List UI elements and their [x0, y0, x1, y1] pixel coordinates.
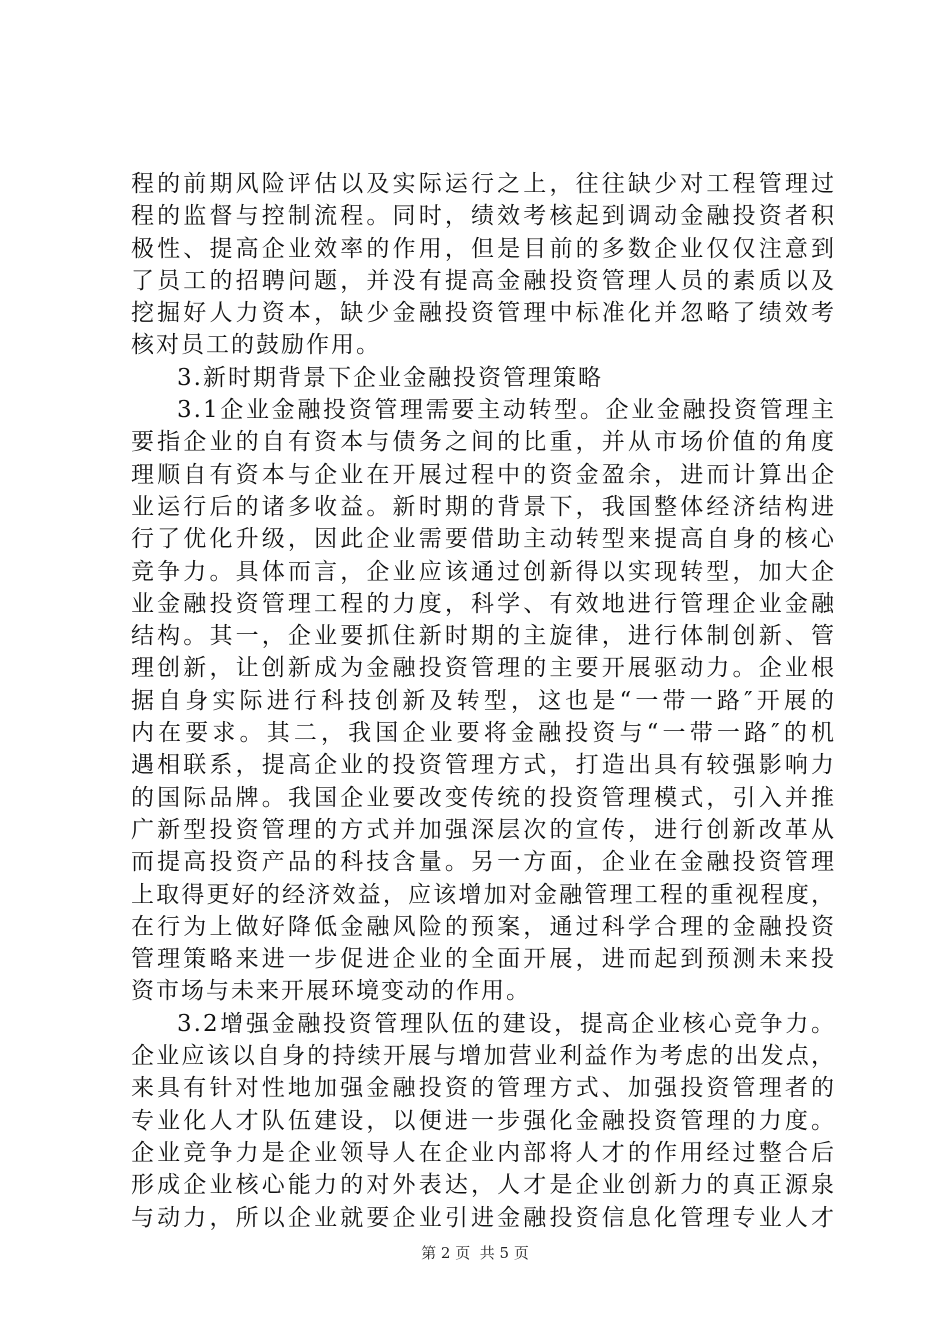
- text-line: 形成企业核心能力的对外表达，人才是企业创新力的真正源泉: [131, 1172, 836, 1199]
- text-line: 企业应该以自身的持续开展与增加营业利益作为考虑的出发点，: [131, 1043, 836, 1070]
- text-line: 据自身实际进行科技创新及转型，这也是“一带一路″开展的: [131, 687, 836, 714]
- text-line: 遇相联系，提高企业的投资管理方式，打造出具有较强影响力: [131, 752, 836, 779]
- text-line: 与动力，所以企业就要企业引进金融投资信息化管理专业人才: [131, 1204, 836, 1231]
- document-body: [131, 168, 836, 1234]
- text-line: 理创新，让创新成为金融投资管理的主要开展驱动力。企业根: [131, 655, 836, 682]
- text-line: 专业化人才队伍建设，以便进一步强化金融投资管理的力度。: [131, 1107, 836, 1134]
- subsection-heading-line: 3.2增强金融投资管理队伍的建设，提高企业核心竞争力。: [177, 1010, 836, 1037]
- text-line: 极性、提高企业效率的作用，但是目前的多数企业仅仅注意到: [131, 235, 836, 262]
- text-line: 而提高投资产品的科技含量。另一方面，企业在金融投资管理: [131, 849, 836, 876]
- page-number-label: 第 2 页 共 5 页: [421, 1244, 529, 1262]
- text-line: 了员工的招聘问题，并没有提高金融投资管理人员的素质以及: [131, 267, 836, 294]
- text-line: 企业竞争力是企业领导人在企业内部将人才的作用经过整合后: [131, 1139, 836, 1166]
- text-line: 内在要求。其二，我国企业要将金融投资与“一带一路″的机: [131, 720, 836, 747]
- text-line: 的国际品牌。我国企业要改变传统的投资管理模式，引入并推: [131, 784, 836, 811]
- text-line: 程的前期风险评估以及实际运行之上，往往缺少对工程管理过: [131, 171, 836, 197]
- text-line: 要指企业的自有资本与债务之间的比重，并从市场价值的角度: [131, 429, 836, 456]
- text-line: 行了优化升级，因此企业需要借助主动转型来提高自身的核心: [131, 526, 836, 553]
- text-line: 程的监督与控制流程。同时，绩效考核起到调动金融投资者积: [131, 203, 836, 230]
- subsection-heading-line: 3.1企业金融投资管理需要主动转型。企业金融投资管理主: [177, 397, 836, 424]
- page-footer: [0, 1243, 950, 1263]
- text-line: 竞争力。具体而言，企业应该通过创新得以实现转型，加大企: [131, 558, 836, 585]
- section-heading: 3.新时期背景下企业金融投资管理策略: [177, 364, 603, 391]
- text-line: 业运行后的诸多收益。新时期的背景下，我国整体经济结构进: [131, 493, 836, 520]
- text-line: 在行为上做好降低金融风险的预案，通过科学合理的金融投资: [131, 913, 836, 940]
- text-line: 挖掘好人力资本，缺少金融投资管理中标准化并忽略了绩效考: [131, 300, 836, 327]
- text-line: 结构。其一，企业要抓住新时期的主旋律，进行体制创新、管: [131, 623, 836, 650]
- text-line: 核对员工的鼓励作用。: [131, 332, 381, 359]
- text-line: 理顺自有资本与企业在开展过程中的资金盈余，进而计算出企: [131, 461, 836, 488]
- text-line: 业金融投资管理工程的力度，科学、有效地进行管理企业金融: [131, 590, 836, 617]
- text-line: 管理策略来进一步促进企业的全面开展，进而起到预测未来投: [131, 946, 836, 973]
- text-line: 上取得更好的经济效益，应该增加对金融管理工程的重视程度，: [131, 881, 836, 908]
- text-line: 来具有针对性地加强金融投资的管理方式、加强投资管理者的: [131, 1075, 836, 1102]
- text-line: 资市场与未来开展环境变动的作用。: [131, 978, 531, 1005]
- text-line: 广新型投资管理的方式并加强深层次的宣传，进行创新改革从: [131, 816, 836, 843]
